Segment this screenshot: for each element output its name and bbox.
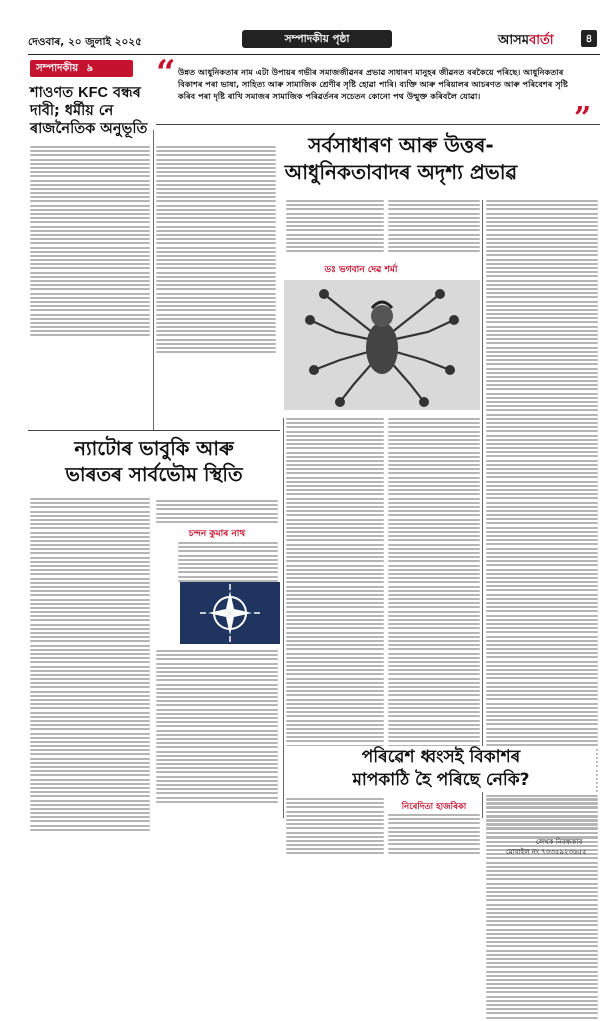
- editorial-label-num: ৯: [86, 63, 94, 74]
- main-title-line2: আধুনিকতাবাদৰ অদৃশ্য প্ৰভাৱ: [284, 160, 518, 184]
- nato-article-text-col2: [156, 500, 278, 525]
- env-article-title: [286, 746, 596, 792]
- main-article-text-col2: [388, 200, 480, 254]
- editorial-title-kfc: KFC: [78, 85, 108, 101]
- main-article-text-lower-col1: [286, 418, 384, 774]
- main-article-text-lower-col2: [388, 418, 480, 774]
- editorial-body-text: [30, 146, 150, 339]
- paper-name-part2: বার্তা: [528, 33, 554, 48]
- main-article-text-col1: [286, 200, 384, 254]
- main-article-title: [248, 132, 554, 186]
- header-date: দেওবাৰ, ২০ জুলাই ২০২৫: [28, 36, 142, 48]
- env-title-line1: পৰিৱেশ ধ্বংসই বিকাশৰ: [361, 747, 521, 767]
- paper-name-part1: আসম: [498, 33, 529, 48]
- footer-phone: মোবাইল নং ৭৩৩৫৯২৩৬৫৫: [506, 848, 587, 856]
- nato-title-line1: ন্যাটোৰ ভাবুকি আৰু: [74, 437, 234, 460]
- quote-close-icon: ”: [574, 101, 592, 136]
- editorial-label-text: সম্পাদকীয়: [36, 63, 79, 74]
- header-section: সম্পাদকীয় পৃষ্ঠা: [242, 30, 392, 48]
- editorial-title-part1: শাওণত: [30, 85, 74, 101]
- main-title-line1: সৰ্বসাধাৰণ আৰু উত্তৰ-: [308, 133, 494, 157]
- env-article-text-col2: [388, 814, 480, 856]
- nato-title-line2: ভাৰতৰ সাৰ্বভৌম স্থিতি: [65, 463, 243, 486]
- nato-article-text-col2c: [156, 650, 278, 805]
- main-article-author: ডঃ ভগবান দেৱ শৰ্মা: [324, 265, 398, 275]
- env-article-author: নিৰেদিতা হাজৰিকা: [401, 802, 467, 812]
- paper-name: [498, 31, 554, 52]
- page-number: ৪: [581, 30, 597, 47]
- quote-open-icon: “: [156, 53, 176, 93]
- nato-top-rule: [28, 430, 280, 431]
- top-quote: উন্নত আধুনিকতাৰ নাম এটা উপায়ৰ গভীৰ সমাজজীৱনৰ প্ৰভাৱ সাধাৰণ মানুহৰ জীৱনত বৰকৈয়ে পৰিছে। আধুনিকতাৰ বিকাশৰ পৰা ভাষা, সাহিত্য আৰু সামাজিক শ্ৰেণীৰ সৃষ্টি হোৱা পাৰি। ব্যক্তি আৰু পৰিয়ালৰ আচৰণত আৰু পৰিবেশৰ সৃষ্টি কৰিব পৰা দৃষ্টি ৰাখি সমাজৰ সামাজিক পৰিৱৰ্তনৰ সচেতন কোনো পথ উন্মুক্ত কৰিবলৈ যোৱা।: [178, 67, 568, 101]
- editorial-title-part2: বন্ধৰ দাবী; ধৰ্মীয় নে ৰাজনৈতিক অনুভূতি: [30, 85, 148, 137]
- env-article-text-col3: [486, 798, 598, 840]
- column-divider: [283, 418, 284, 818]
- editorial-label: [30, 60, 133, 77]
- nato-article-text-col2b: [178, 542, 278, 584]
- footer-writer: লেখক নিবন্ধকাৰ: [536, 838, 583, 846]
- column-divider: [153, 130, 154, 430]
- env-title-line2: মাপকাঠি হৈ পৰিছে নেকি?: [352, 770, 530, 790]
- nato-article-text-col1: [30, 498, 150, 833]
- main-article-text-col3: [486, 200, 598, 1021]
- column-divider: [482, 200, 483, 818]
- main-article-illustration: [284, 280, 480, 410]
- env-article-text-col1: [286, 798, 384, 857]
- nato-article-author: চন্দন কুমাৰ নাথ: [188, 529, 246, 539]
- header-bar: [28, 28, 600, 54]
- editorial-title: [30, 84, 150, 138]
- nato-emblem-image: [180, 582, 280, 644]
- header-rule: [28, 54, 600, 55]
- nato-article-title: [28, 436, 280, 488]
- quote-rule: [156, 124, 600, 125]
